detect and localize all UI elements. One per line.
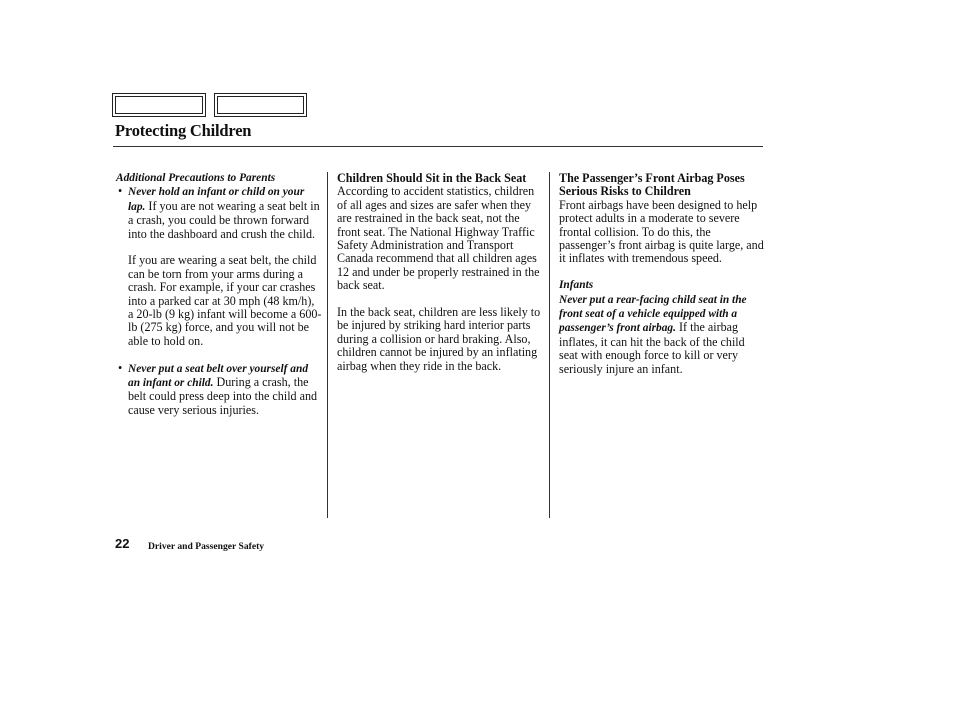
title-rule	[113, 146, 763, 147]
bullet-glyph: •	[118, 360, 123, 375]
header-tab-box-right	[214, 93, 307, 117]
page-number: 22	[115, 536, 130, 551]
back-seat-para2: In the back seat, children are less likely to be injured by striking hard interior parts during a collision or hard braking. Also, children cannot be injured by an inflating airbag when they ride in the back.	[337, 305, 541, 373]
bullet-item-lap	[116, 185, 322, 241]
infants-warning-text: If the airbag inflates, it can hit the back of the child seat with enough force to kill or very seriously injure an infant.	[559, 320, 745, 376]
lap-warning-lead: Never hold an infant or child on your lap.	[128, 186, 305, 213]
bullet-item-seatbelt	[116, 362, 322, 418]
header-tab-box-left	[112, 93, 206, 117]
infants-warning	[559, 293, 765, 376]
column-divider-1	[327, 172, 328, 518]
section-name: Driver and Passenger Safety	[148, 541, 265, 552]
front-airbag-heading: The Passenger’s Front Airbag Poses Serious Risks to Children	[559, 171, 745, 199]
column-back-seat	[337, 172, 542, 373]
back-seat-heading: Children Should Sit in the Back Seat	[337, 171, 527, 185]
bullet-glyph: •	[118, 184, 123, 199]
infants-subheading: Infants	[559, 279, 594, 292]
seatbelt-warning-text: During a crash, the belt could press deep into the child and cause very serious injuries.	[128, 375, 318, 417]
page-title: Protecting Children	[115, 121, 252, 140]
front-airbag-para1: Front airbags have been designed to help protect adults in a moderate to severe frontal collision. To do this, the passenger’s front airbag is quite large, and it inflates with tremendous speed.	[559, 197, 764, 266]
precautions-heading: Additional Precautions to Parents	[116, 172, 276, 184]
infants-warning-lead: Never put a rear-facing child seat in the front seat of a vehicle equipped with a passenger’s front airbag.	[559, 293, 747, 335]
back-seat-para1: According to accident statistics, children of all ages and sizes are safer when they are restrained in the back seat, not the front seat. The National Highway Traffic Safety Administration and Transport Canada recommend that all children ages 12 and under be properly restrained in the back seat.	[337, 184, 540, 293]
seatbelt-warning-lead: Never put a seat belt over yourself and an infant or child.	[128, 362, 309, 390]
column-precautions	[116, 172, 322, 417]
lap-warning-text: If you are not wearing a seat belt in a crash, you could be thrown forward into the dashboard and crush the child.	[128, 198, 320, 241]
column-divider-2	[549, 172, 550, 518]
column-front-airbag	[559, 172, 765, 376]
lap-warning-example: If you are wearing a seat belt, the child can be torn from your arms during a crash. For example, if your car crashes into a parked car at 30 mph (48 km/h), a 20-lb (9 kg) infant will become a 600-lb (275 kg) force, and you will not be able to hold on.	[128, 253, 322, 348]
